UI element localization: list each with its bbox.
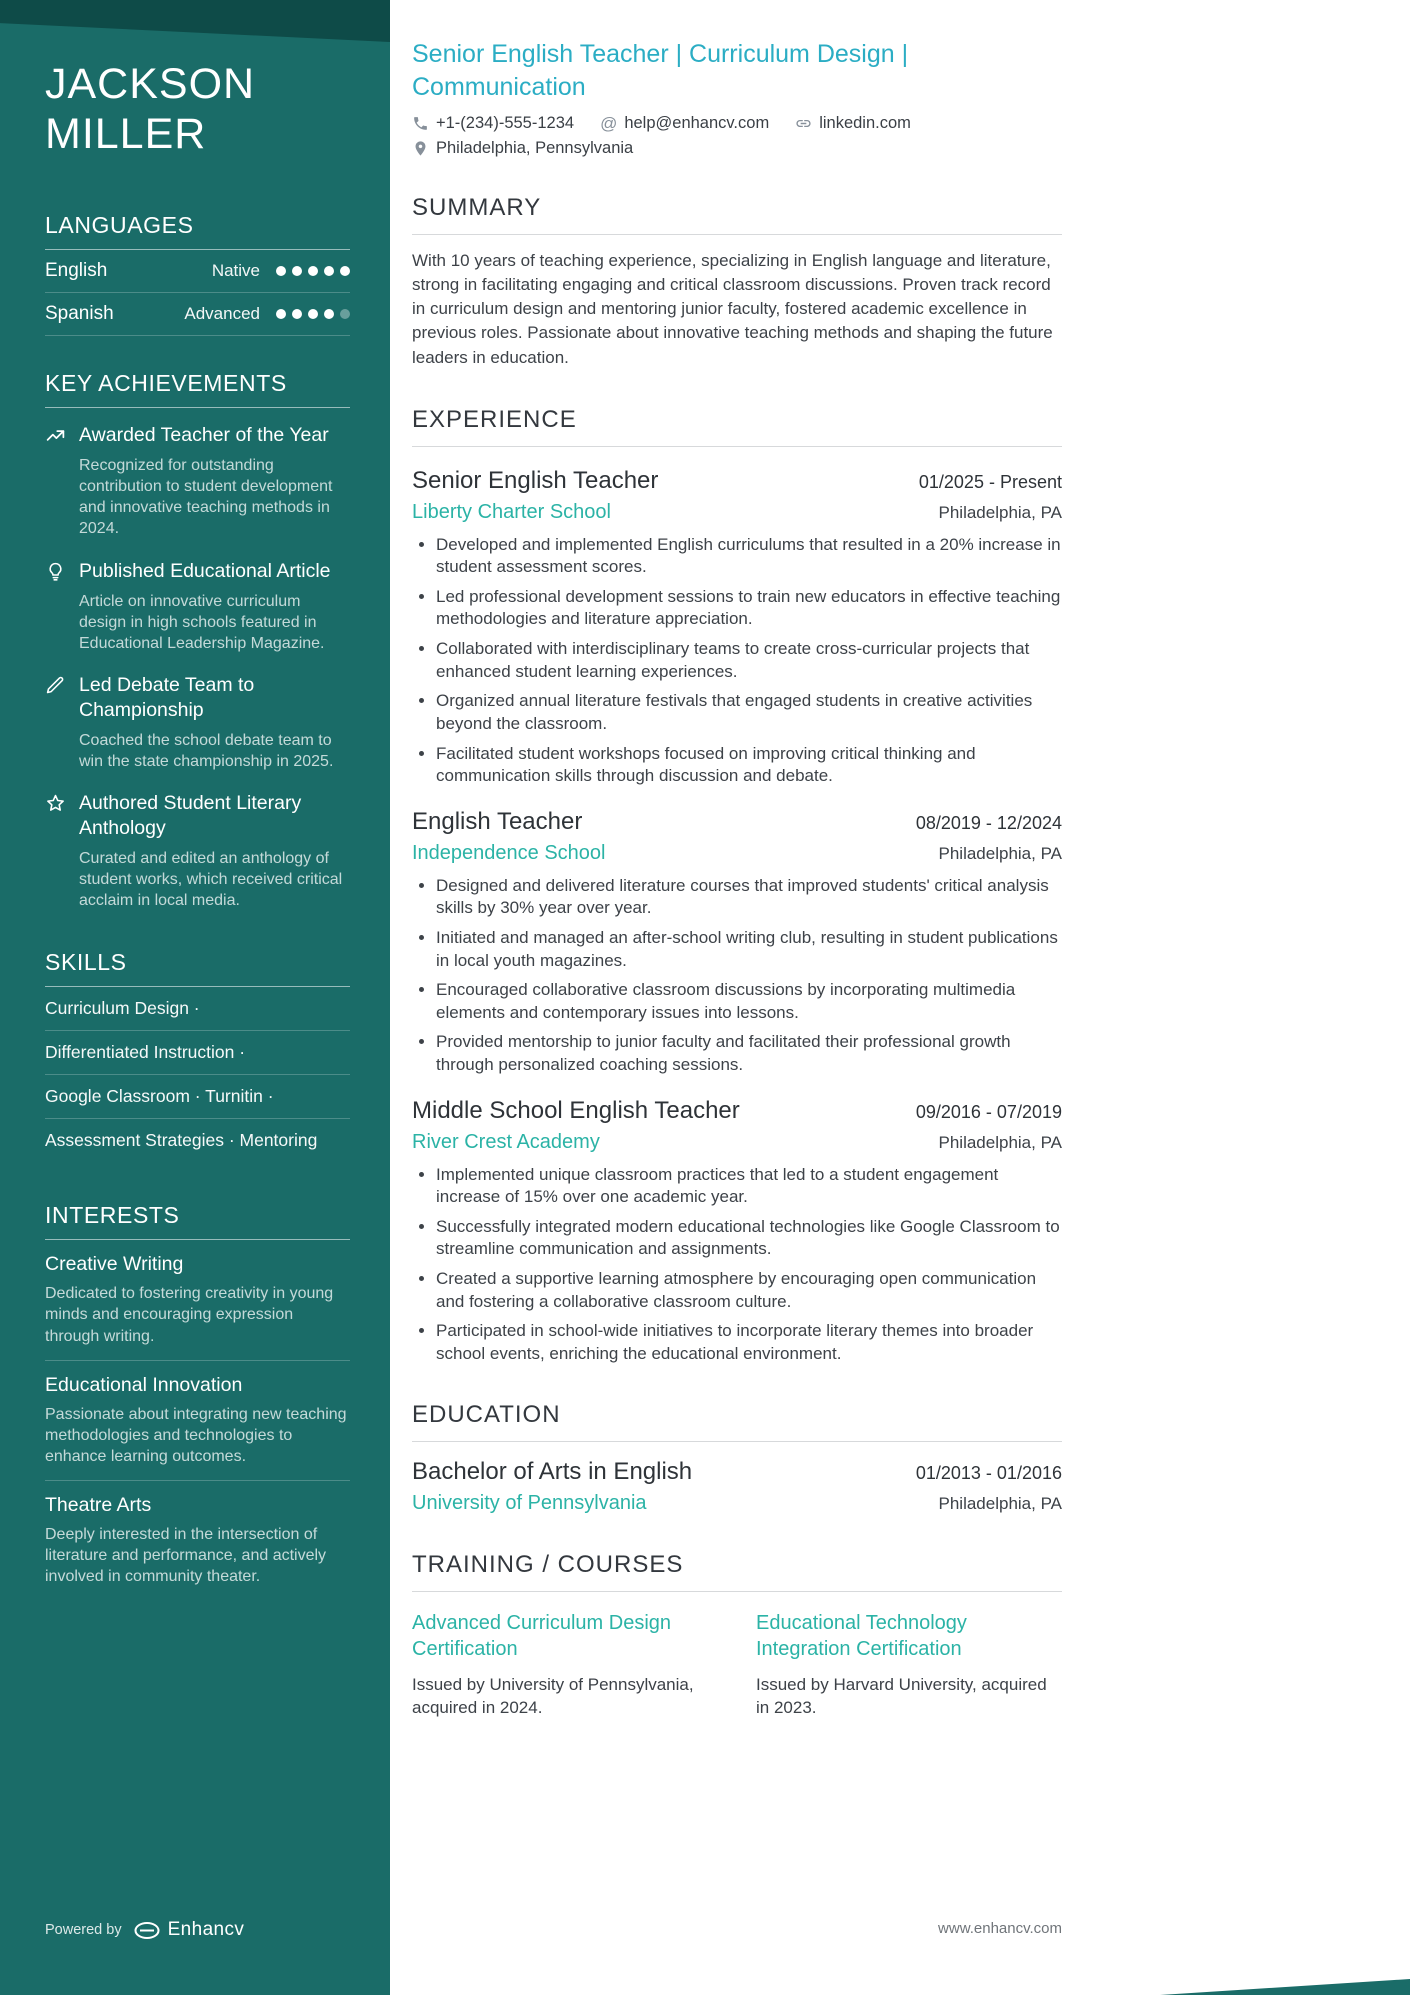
job-org-row (412, 842, 1062, 865)
job-header-row (412, 808, 1062, 836)
level-dot (340, 309, 350, 319)
interest-item (45, 1361, 350, 1481)
achievement-description: Curated and edited an anthology of student works, which received critical acclaim in local media. (79, 849, 343, 910)
job-entry (412, 467, 1062, 788)
job-location: Philadelphia, PA (938, 1132, 1062, 1152)
interest-description: Deeply interested in the intersection of literature and performance, and actively involved in community theater. (45, 1525, 327, 1586)
experience-heading: EXPERIENCE (412, 406, 1062, 447)
bullet-item: • Facilitated student workshops focused on improving critical thinking and communication skills through discussion and debate. (436, 743, 1062, 788)
courses-row (412, 1610, 1062, 1720)
achievement-title: Led Debate Team to Championship (79, 674, 255, 721)
page-footer-website[interactable]: www.enhancv.com (938, 1920, 1062, 1937)
bullet-item: • Developed and implemented English curriculums that resulted in a 20% increase in student assessment scores. (436, 534, 1062, 579)
course-title: Educational Technology Integration Certification (756, 1612, 967, 1661)
interest-item (45, 1481, 350, 1600)
contact-row (412, 114, 1062, 133)
education-header-row (412, 1458, 1062, 1486)
achievement-body (79, 423, 350, 540)
achievement-body (79, 673, 350, 772)
location-value: Philadelphia, Pennsylvania (436, 139, 634, 157)
skill-row: Google Classroom · Turnitin · (45, 1075, 350, 1119)
interest-title: Theatre Arts (45, 1493, 152, 1516)
interest-description: Dedicated to fostering creativity in young minds and encouraging expression through writing. (45, 1285, 334, 1345)
bullet-item: • Successfully integrated modern educational technologies like Google Classroom to streamline communication and assignments. (436, 1216, 1062, 1261)
sidebar-footer (45, 1919, 244, 1941)
level-dot (308, 309, 318, 319)
education-dates: 01/2013 - 01/2016 (915, 1463, 1062, 1484)
job-entry (412, 808, 1062, 1077)
course-title: Advanced Curriculum Design Certification (412, 1612, 672, 1661)
achievement-item (45, 544, 350, 659)
training-heading: TRAINING / COURSES (412, 1551, 1062, 1592)
linkedin-value: linkedin.com (819, 114, 911, 132)
at-icon: @ (600, 114, 618, 133)
language-row (45, 250, 350, 293)
interests-heading: INTERESTS (45, 1202, 350, 1240)
achievement-description: Recognized for outstanding contribution to student development and innovative teaching methods in 2024. (79, 457, 333, 538)
skill-row: Curriculum Design · (45, 987, 350, 1031)
bullet-item: • Participated in school-wide initiatives to incorporate literary themes into broader school events, enriching the educational environment. (436, 1320, 1062, 1365)
resume-title: Senior English Teacher | Curriculum Design | Communication (412, 40, 909, 101)
achievement-title: Authored Student Literary Anthology (79, 792, 302, 839)
sidebar (0, 0, 390, 1995)
bullet-item: • Encouraged collaborative classroom discussions by incorporating multimedia elements and contemporary issues into lessons. (436, 979, 1062, 1024)
job-bullets (436, 1164, 1062, 1366)
language-level-label: Advanced (184, 303, 260, 323)
skill-row: Differentiated Instruction · (45, 1031, 350, 1075)
job-header-row (412, 467, 1062, 495)
skill-row: Assessment Strategies · Mentoring (45, 1130, 318, 1151)
job-company: River Crest Academy (412, 1130, 600, 1153)
school: University of Pennsylvania (412, 1492, 647, 1515)
achievement-body (79, 559, 350, 655)
course-entry (412, 1610, 718, 1720)
education-entry (412, 1458, 1062, 1515)
education-section (412, 1401, 1062, 1515)
email-value: help@enhancv.com (624, 114, 770, 132)
level-dot (292, 266, 302, 276)
bullet-item: • Initiated and managed an after-school writing club, resulting in student publications in local youth magazines. (436, 927, 1062, 972)
growth-arrows-icon (45, 423, 66, 540)
job-company: Independence School (412, 841, 606, 864)
level-dot (276, 266, 286, 276)
lightbulb-icon (45, 559, 66, 655)
level-dot (324, 266, 334, 276)
link-icon (795, 115, 812, 132)
level-dot (292, 309, 302, 319)
level-dot (340, 266, 350, 276)
bullet-item: • Organized annual literature festivals that engaged students in creative activities beyond the classroom. (436, 690, 1062, 735)
bullet-item: • Collaborated with interdisciplinary teams to create cross-curricular projects that enhanced student learning experiences. (436, 638, 1062, 683)
achievement-item (45, 408, 350, 544)
language-row (45, 293, 350, 336)
job-org-row (412, 1131, 1062, 1154)
main-column (412, 0, 1062, 1720)
contact-row (412, 139, 1062, 158)
phone-item[interactable] (412, 114, 574, 133)
job-dates: 08/2019 - 12/2024 (915, 812, 1062, 833)
job-bullets (436, 875, 1062, 1077)
interest-title: Creative Writing (45, 1253, 184, 1276)
email-item[interactable] (600, 114, 769, 133)
languages-section (45, 212, 350, 336)
interest-item (45, 1240, 350, 1360)
achievement-description: Article on innovative curriculum design in high schools featured in Educational Leadership Magazine. (79, 592, 325, 653)
training-section (412, 1551, 1062, 1720)
bullet-item: • Designed and delivered literature courses that improved students' critical analysis skills by 30% year over year. (436, 875, 1062, 920)
star-icon (45, 791, 66, 911)
contact-block (412, 114, 1062, 158)
language-level-dots (276, 309, 350, 319)
bullet-item: • Created a supportive learning atmosphere by encouraging open communication and fostering a collaborative classroom culture. (436, 1268, 1062, 1313)
summary-heading: SUMMARY (412, 194, 1062, 235)
achievement-description: Coached the school debate team to win the state championship in 2025. (79, 732, 334, 771)
enhancv-logo-mark (133, 1921, 161, 1940)
phone-value: +1-(234)-555-1234 (436, 114, 575, 132)
degree: Bachelor of Arts in English (412, 1458, 693, 1486)
achievement-title: Published Educational Article (79, 559, 331, 582)
achievement-title: Awarded Teacher of the Year (79, 423, 329, 446)
course-description: Issued by Harvard University, acquired in 2023. (756, 1675, 1047, 1718)
summary-section (412, 194, 1062, 370)
language-level-dots (276, 266, 350, 276)
education-heading: EDUCATION (412, 1401, 1062, 1442)
job-entry (412, 1097, 1062, 1366)
job-dates: 01/2025 - Present (918, 471, 1062, 492)
language-name: Spanish (45, 302, 114, 324)
interests-section (45, 1202, 350, 1600)
bullet-item: • Led professional development sessions to train new educators in effective teaching methodologies and literature appreciation. (436, 586, 1062, 631)
language-level-label: Native (211, 260, 260, 280)
location-item (412, 139, 633, 158)
education-location: Philadelphia, PA (938, 1494, 1062, 1514)
job-header-row (412, 1097, 1062, 1125)
job-org-row (412, 501, 1062, 524)
course-description: Issued by University of Pennsylvania, acquired in 2024. (412, 1675, 694, 1718)
job-role: Middle School English Teacher (412, 1096, 740, 1124)
achievement-body (79, 791, 350, 911)
achievements-heading: KEY ACHIEVEMENTS (45, 370, 350, 408)
linkedin-item[interactable] (795, 114, 911, 133)
phone-icon (412, 115, 429, 132)
job-dates: 09/2016 - 07/2019 (915, 1101, 1062, 1122)
job-company: Liberty Charter School (412, 500, 611, 523)
job-role: English Teacher (412, 807, 583, 835)
bottom-corner-strip (1160, 1979, 1410, 1995)
interest-description: Passionate about integrating new teaching methodologies and technologies to enhance learning outcomes. (45, 1405, 347, 1465)
course-entry (756, 1610, 1062, 1720)
enhancv-brand-text: Enhancv (167, 1919, 245, 1940)
level-dot (324, 309, 334, 319)
education-org-row (412, 1492, 1062, 1515)
level-dot (276, 309, 286, 319)
language-name: English (45, 259, 108, 281)
candidate-name: JACKSON MILLER (45, 60, 256, 158)
achievements-section (45, 370, 350, 916)
bullet-item: • Implemented unique classroom practices that led to a student engagement increase of 15% over one academic year. (436, 1164, 1062, 1209)
sidebar-top-band (0, 0, 390, 42)
bullet-item: • Provided mentorship to junior faculty and facilitated their professional growth through personalized coaching sessions. (436, 1031, 1062, 1076)
languages-heading: LANGUAGES (45, 212, 350, 250)
pen-icon (45, 673, 66, 772)
skills-section (45, 949, 350, 1162)
interest-title: Educational Innovation (45, 1373, 243, 1396)
job-location: Philadelphia, PA (938, 502, 1062, 522)
level-dot (308, 266, 318, 276)
job-role: Senior English Teacher (412, 466, 659, 494)
powered-by-label: Powered by (45, 1922, 122, 1938)
location-pin-icon (412, 140, 429, 157)
job-bullets (436, 534, 1062, 788)
skills-heading: SKILLS (45, 949, 350, 987)
summary-text: With 10 years of teaching experience, specializing in English language and literature, strong in facilitating engaging and critical classroom discussions. Proven track record in curriculum design and mentoring junior faculty, fostered academic excellence in previous roles. Passionate about innovative teaching methods and shaping the future leaders in education. (412, 251, 1053, 367)
enhancv-logo[interactable] (133, 1919, 245, 1941)
achievement-item (45, 658, 350, 776)
achievement-item (45, 776, 350, 915)
job-location: Philadelphia, PA (938, 843, 1062, 863)
experience-section (412, 406, 1062, 1366)
